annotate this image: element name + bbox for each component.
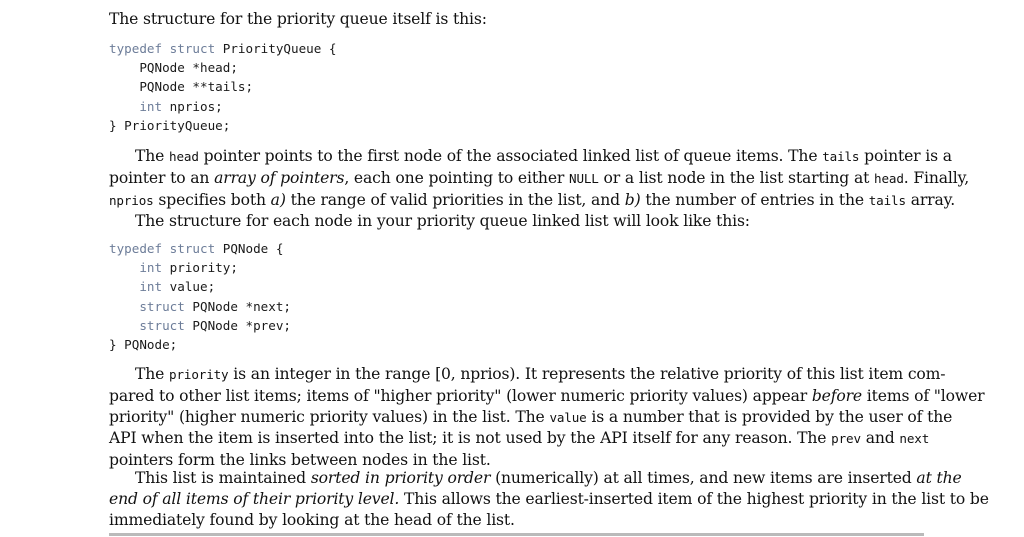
code-block-priority-queue <box>109 39 337 135</box>
code-term: next <box>899 431 930 447</box>
text: array. <box>905 190 956 209</box>
text-line <box>109 428 929 450</box>
cut-off-text-line <box>109 529 924 537</box>
text: This list is maintained <box>135 469 311 487</box>
code-text: value; <box>162 279 216 295</box>
text: This allows the earliest-inserted item of the highest priority in the list to be <box>399 489 989 508</box>
text: (numerically) at all times, and new items are inserted <box>490 469 917 487</box>
code-term: head <box>874 170 904 186</box>
code-line <box>109 260 238 275</box>
code-term: prev <box>831 431 861 447</box>
code-line <box>109 299 291 314</box>
text: pointer is a <box>859 147 952 165</box>
text: pared to other list items; items of "higher priority" (lower numeric priority values) appear <box>109 386 812 405</box>
code-line: PQNode *head; <box>109 60 238 76</box>
code-line <box>109 99 223 114</box>
code-text: nprios; <box>162 98 223 114</box>
text-line <box>109 146 952 168</box>
code-text: PQNode { <box>215 241 284 256</box>
text: the number of entries in the <box>640 190 869 209</box>
text-line <box>109 407 953 429</box>
code-block-pqnode <box>109 239 291 354</box>
text-line: pointers form the links between nodes in the list. <box>109 451 491 470</box>
emphasis: b) <box>624 190 641 209</box>
code-keyword: struct <box>139 317 185 333</box>
text-line <box>109 364 946 386</box>
code-term: priority <box>169 367 229 382</box>
text: priority" (higher numeric priority values) in the list. The <box>109 407 550 426</box>
emphasis: at the <box>916 469 962 487</box>
emphasis: array of pointers <box>214 168 345 187</box>
code-keyword: typedef <box>109 41 163 56</box>
text: or a list node in the list starting at <box>598 168 875 187</box>
code-text: PQNode *next; <box>184 298 291 314</box>
code-line <box>109 41 337 56</box>
code-line <box>109 279 215 294</box>
code-term: value <box>549 409 587 425</box>
code-text: PriorityQueue { <box>215 41 337 56</box>
emphasis: before <box>811 386 862 405</box>
code-indent <box>109 279 139 294</box>
text: The <box>135 365 170 383</box>
text-line <box>109 190 956 212</box>
code-keyword: int <box>139 98 163 114</box>
text-line <box>109 468 962 489</box>
code-line: } PQNode; <box>109 337 178 353</box>
text-line <box>109 489 989 510</box>
code-term: nprios <box>109 192 154 208</box>
intro-text <box>109 9 929 30</box>
code-indent <box>109 99 139 114</box>
code-indent <box>109 260 139 275</box>
code-line: } PriorityQueue; <box>109 117 231 133</box>
code-line: PQNode **tails; <box>109 79 254 95</box>
code-line <box>109 318 291 333</box>
text: pointer to an <box>109 168 215 187</box>
code-keyword: struct <box>169 41 216 56</box>
text: the range of valid priorities in the list, and <box>285 190 625 209</box>
code-text: priority; <box>162 260 238 276</box>
code-keyword: typedef <box>109 241 163 256</box>
code-term: head <box>169 149 199 164</box>
intro-line: The structure for the priority queue itself is this: <box>109 10 487 28</box>
code-line <box>109 241 283 256</box>
text: , each one pointing to either <box>344 168 570 187</box>
text-line <box>109 168 969 190</box>
code-keyword: int <box>139 260 163 276</box>
code-indent <box>109 318 139 333</box>
emphasis: sorted in priority order <box>310 469 491 487</box>
text: API when the item is inserted into the list; it is not used by the API itself for any reason. The <box>109 429 832 448</box>
text: pointer points to the first node of the associated linked list of queue items. The <box>198 147 823 165</box>
code-term: tails <box>868 192 906 208</box>
paragraph-priority <box>109 364 985 471</box>
text: . Finally, <box>903 168 969 187</box>
code-keyword: struct <box>169 241 216 256</box>
code-indent <box>109 299 139 314</box>
paragraph-sorted-order <box>109 468 989 530</box>
code-text: PQNode *prev; <box>184 317 291 333</box>
emphasis: a) <box>270 190 286 209</box>
text-line <box>109 386 985 407</box>
text: The <box>135 147 170 165</box>
text: items of "lower <box>861 386 985 405</box>
code-term: NULL <box>569 170 599 186</box>
text: and <box>860 429 900 448</box>
text: is a number that is provided by the user of the <box>586 407 953 426</box>
code-keyword: struct <box>139 298 185 314</box>
code-term: tails <box>822 149 860 164</box>
paragraph-pointers <box>109 146 969 232</box>
text-line: The structure for each node in your priority queue linked list will look like this: <box>135 212 750 231</box>
text: is an integer in the range [0, nprios). It represents the relative priority of this list item com- <box>228 365 946 383</box>
text-line: immediately found by looking at the head of the list. <box>109 510 515 529</box>
code-keyword: int <box>139 279 163 295</box>
text: specifies both <box>153 190 271 209</box>
emphasis: end of all items of their priority level. <box>109 489 400 508</box>
